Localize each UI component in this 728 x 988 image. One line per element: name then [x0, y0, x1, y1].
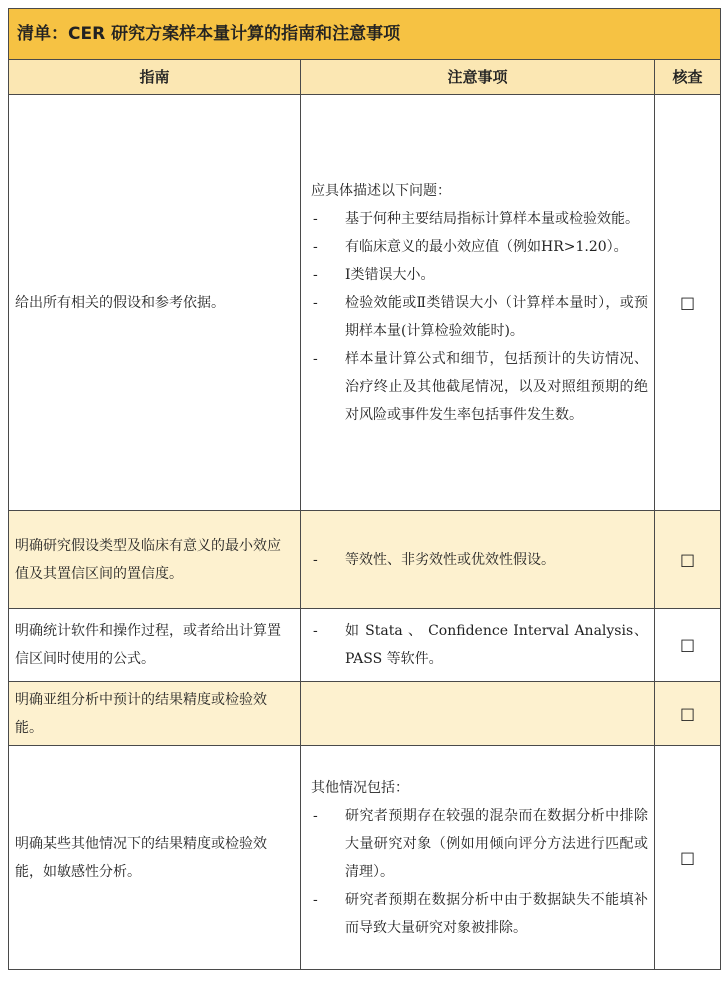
- list-item: - 检验效能或Ⅱ类错误大小（计算样本量时），或预期样本量(计算检验效能时)。: [311, 289, 648, 345]
- list-item: - 等效性、非劣效性或优效性假设。: [311, 546, 648, 574]
- notes-list: [311, 617, 648, 673]
- notes-cell: [301, 511, 655, 609]
- list-item: - 如 Stata 、 Confidence Interval Analysis、PASS 等软件。: [311, 617, 648, 673]
- checkbox[interactable]: □: [655, 609, 721, 682]
- table-row: [9, 609, 721, 682]
- list-item: - 研究者预期存在较强的混杂而在数据分析中排除大量研究对象（例如用倾向评分方法进行匹配或清理）。: [311, 802, 648, 886]
- checkbox[interactable]: □: [655, 746, 721, 970]
- checkbox[interactable]: □: [655, 682, 721, 746]
- guide-cell: 明确亚组分析中预计的结果精度或检验效能。: [9, 682, 301, 746]
- table-row: [9, 746, 721, 970]
- table-row: [9, 511, 721, 609]
- notes-cell: [301, 609, 655, 682]
- notes-intro: 其他情况包括：: [311, 779, 409, 796]
- header-notes: 注意事项: [301, 60, 655, 95]
- checkbox[interactable]: □: [655, 95, 721, 511]
- guide-cell: 明确某些其他情况下的结果精度或检验效能，如敏感性分析。: [9, 746, 301, 970]
- list-item: - 基于何种主要结局指标计算样本量或检验效能。: [311, 205, 648, 233]
- notes-cell: [301, 95, 655, 511]
- list-item: - 样本量计算公式和细节，包括预计的失访情况、治疗终止及其他截尾情况，以及对照组预期的绝对风险或事件发生率包括事件发生数。: [311, 345, 648, 429]
- header-guide: 指南: [9, 60, 301, 95]
- list-item: - Ⅰ类错误大小。: [311, 261, 648, 289]
- list-item: - 有临床意义的最小效应值（例如HR>1.20）。: [311, 233, 648, 261]
- notes-list: [311, 546, 648, 574]
- guide-cell: 明确统计软件和操作过程，或者给出计算置信区间时使用的公式。: [9, 609, 301, 682]
- title-row: [9, 9, 721, 60]
- guide-cell: 给出所有相关的假设和参考依据。: [9, 95, 301, 511]
- notes-list: [311, 205, 648, 429]
- header-row: [9, 60, 721, 95]
- notes-intro: 应具体描述以下问题：: [311, 182, 451, 199]
- table-title: 清单：CER 研究方案样本量计算的指南和注意事项: [9, 9, 721, 60]
- checklist-table: [8, 8, 721, 970]
- table-row: [9, 682, 721, 746]
- list-item: - 研究者预期在数据分析中由于数据缺失不能填补而导致大量研究对象被排除。: [311, 886, 648, 942]
- notes-cell: [301, 682, 655, 746]
- notes-cell: [301, 746, 655, 970]
- notes-list: [311, 802, 648, 942]
- checkbox[interactable]: □: [655, 511, 721, 609]
- guide-cell: 明确研究假设类型及临床有意义的最小效应值及其置信区间的置信度。: [9, 511, 301, 609]
- table-row: [9, 95, 721, 511]
- header-check: 核查: [655, 60, 721, 95]
